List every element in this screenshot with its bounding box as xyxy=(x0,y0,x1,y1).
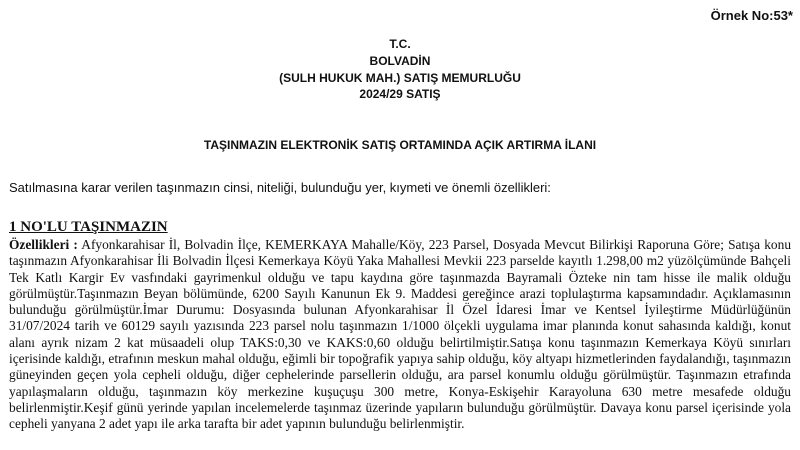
features-text: Afyonkarahisar İl, Bolvadin İlçe, KEMERKAYA Mahalle/Köy, 223 Parsel, Dosyada Mevcut Bilirkişi Raporuna Göre; Satışa konu taşınmazın Afyonkarahisar İli Bolvadin İlçesi Kemerkaya Köyü Yaka Mahallesi Mevkii 223 parselde kayıtlı 1.298,00 m2 yüzölçümünde Bahçeli Tek Katlı Kargir Ev vasfındaki gayrimenkul olduğu ve tapu kaydına göre taşınmazda Bayramali Özteke nin tam hisse ile malik olduğu görülmüştür.Taşınmazın Beyan bölümünde, 6200 Sayılı Kanunun Ek 9. Maddesi gereğince arazi toplulaştırma kapsamındadır. Açıklamasının bulunduğu görülmüştür.İmar Durumu: Dosyasında bulunan Afyonkarahisar İl Özel İdaresi İmar ve Kentsel İyileştirme Müdürlüğünün 31/07/2024 tarih ve 60129 sayılı yazısında 223 parsel nolu taşınmazın 1/1000 ölçekli uygulama imar planında konut sahasında kaldığı, konut alanı ayrık nizam 2 kat müsaadeli olup TAKS:0,30 ve KAKS:0,60 olduğu belirtilmiştir.Satışa konu taşınmazın Kemerkaya Köyü sınırları içerisinde kaldığı, etrafının meskun mahal olduğu, eğimli bir topoğrafik yapıya sahip olduğu, köy altyapı hizmetlerinden faydalandığı, taşınmazın güneyinden geçen yola cepheli olduğu, diğer cephelerinde parsellerin olduğu, ara parsel konumlu olduğu görülmüştür. Taşınmazın etrafında yapılaşmaların olduğu, taşınmazın köy merkezine kuşuçuşu 300 metre, Konya-Eskişehir Karayoluna 630 metre mesafede olduğu belirlenmiştir.Keşif günü yerinde yapılan incelemelerde taşınmaz üzerinde yapıların bulunduğu görülmüştür. Davaya konu parsel içerisinde yola cepheli yanyana 2 adet yapı ile arka tarafta bir adet yapının bulunduğu belirlenmiştir. xyxy=(9,237,792,432)
header-country: T.C. xyxy=(389,37,411,51)
header-office: (SULH HUKUK MAH.) SATIŞ MEMURLUĞU xyxy=(279,71,521,85)
property-description xyxy=(9,237,791,433)
header-file-number: 2024/29 SATIŞ xyxy=(359,87,441,101)
features-label: Özellikleri : xyxy=(9,237,78,252)
sample-number: Örnek No:53* xyxy=(710,8,793,23)
header-district: BOLVADİN xyxy=(369,54,431,68)
notice-title: TAŞINMAZIN ELEKTRONİK SATIŞ ORTAMINDA AÇIK ARTIRMA İLANI xyxy=(203,138,597,152)
intro-text: Satılmasına karar verilen taşınmazın cinsi, niteliği, bulunduğu yer, kıymeti ve önemli özellikleri: xyxy=(9,180,551,195)
property-title: 1 NO'LU TAŞINMAZIN xyxy=(9,219,168,235)
